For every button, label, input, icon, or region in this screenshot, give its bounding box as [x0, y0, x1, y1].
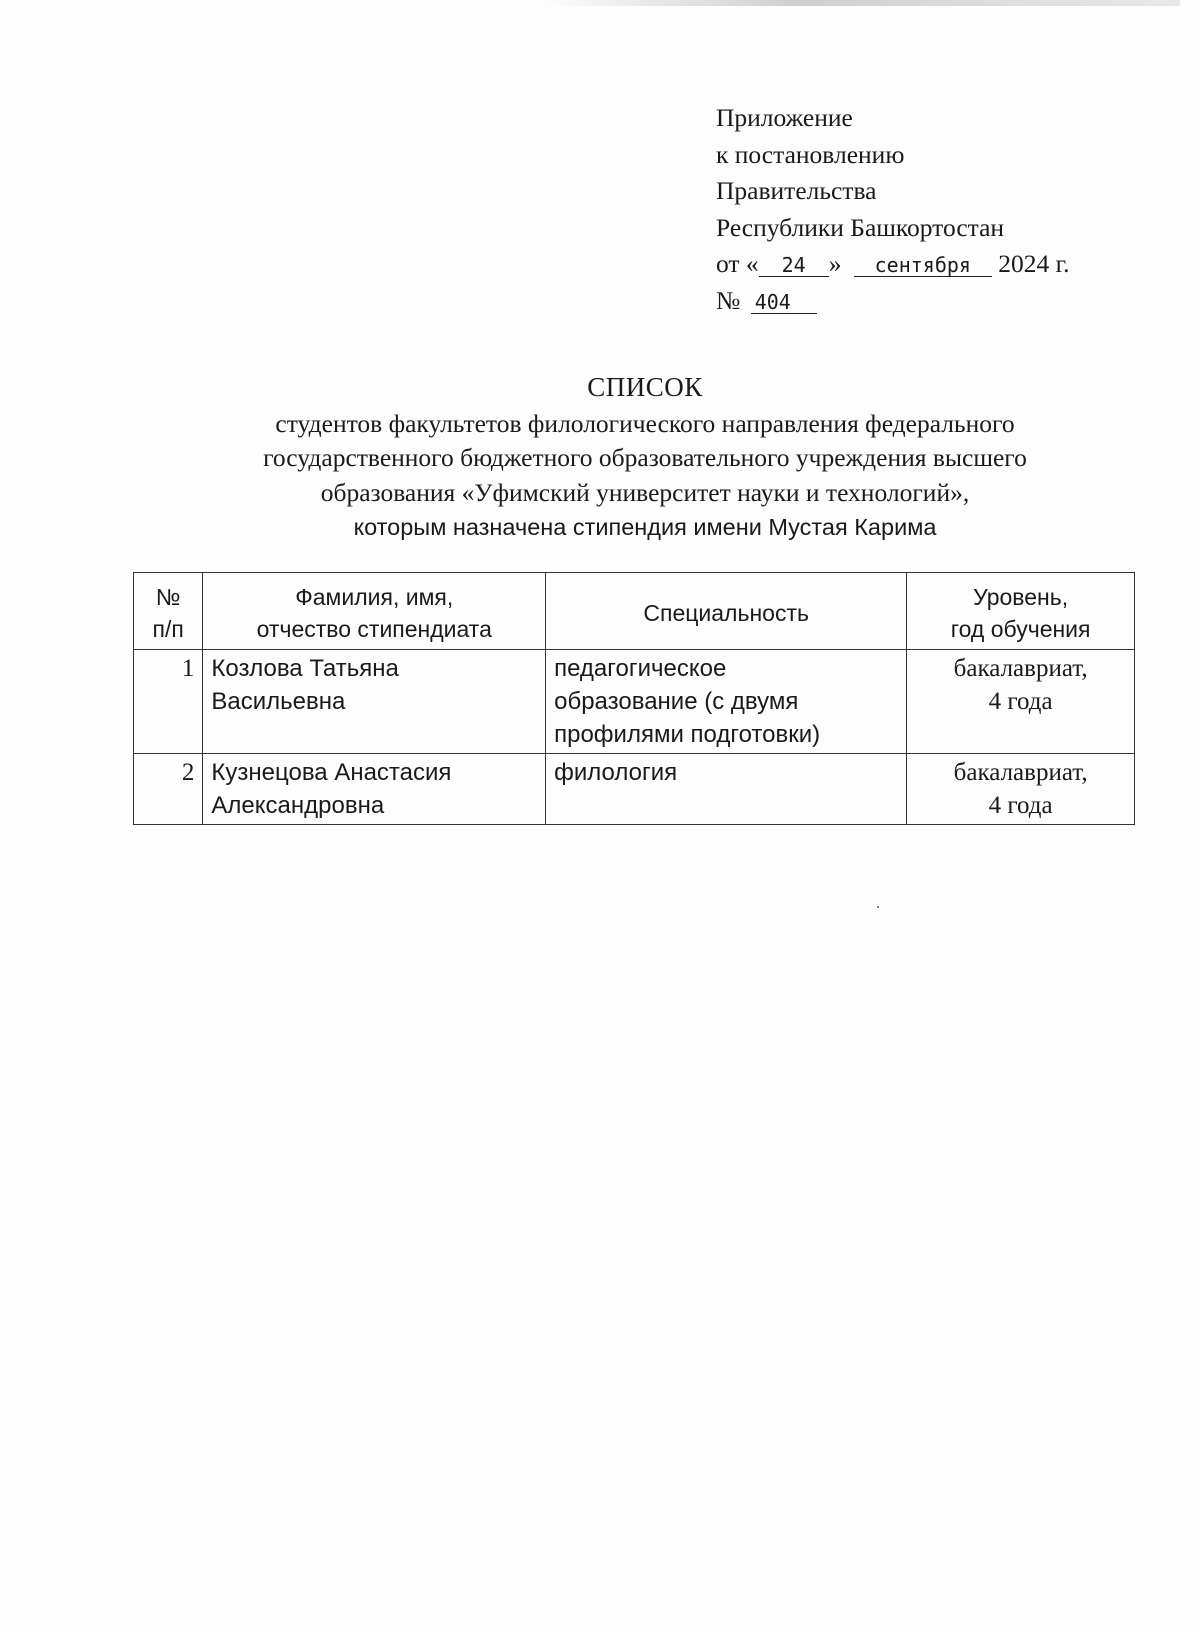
- header-level: Уровень, год обучения: [907, 573, 1135, 650]
- scan-edge-mark: [540, 0, 1180, 6]
- row-number: 2: [134, 754, 203, 825]
- date-prefix: от «: [716, 249, 759, 278]
- date-quote-close: »: [828, 249, 842, 278]
- document-number-field: 404: [751, 291, 817, 314]
- table-row: [134, 754, 1135, 825]
- scholarship-table: [133, 572, 1135, 825]
- specialty: филология: [546, 754, 907, 825]
- scan-speck: [877, 906, 879, 908]
- attachment-line-3: Правительства: [716, 176, 877, 205]
- attachment-line-2: к постановлению: [716, 139, 905, 169]
- title-line-2: государственного бюджетного образовательного учреждения высшего: [263, 443, 1027, 472]
- date-year: 2024 г.: [998, 249, 1070, 278]
- specialty: педагогическое образование (с двумя профилями подготовки): [546, 650, 907, 754]
- document-title: [130, 370, 1160, 545]
- student-name: Кузнецова Анастасия Александровна: [203, 754, 546, 825]
- header-number: № п/п: [134, 573, 203, 650]
- title-line-3: образования «Уфимский университет науки и технологий»,: [320, 477, 970, 507]
- student-name: Козлова Татьяна Васильевна: [203, 650, 546, 754]
- attachment-block: [716, 100, 1070, 319]
- header-specialty: Специальность: [546, 573, 907, 650]
- attachment-line-4: Республики Башкортостан: [716, 212, 1005, 242]
- header-name: Фамилия, имя, отчество стипендиата: [203, 573, 546, 650]
- row-number: 1: [134, 650, 203, 754]
- title-heading: СПИСОК: [587, 372, 703, 402]
- study-level: бакалавриат, 4 года: [907, 754, 1135, 825]
- attachment-date-line: [716, 246, 1070, 283]
- table-row: [134, 650, 1135, 754]
- title-line-1: студентов факультетов филологического направления федерального: [275, 408, 1015, 438]
- table-header-row: [134, 573, 1135, 650]
- attachment-number-line: [716, 283, 1070, 320]
- number-sign: №: [716, 285, 741, 315]
- title-line-4: которым назначена стипендия имени Мустая Карима: [353, 514, 937, 540]
- date-month-field: сентября: [854, 254, 992, 277]
- attachment-line-1: Приложение: [716, 103, 853, 132]
- study-level: бакалавриат, 4 года: [907, 650, 1135, 754]
- date-day-field: 24: [759, 254, 829, 277]
